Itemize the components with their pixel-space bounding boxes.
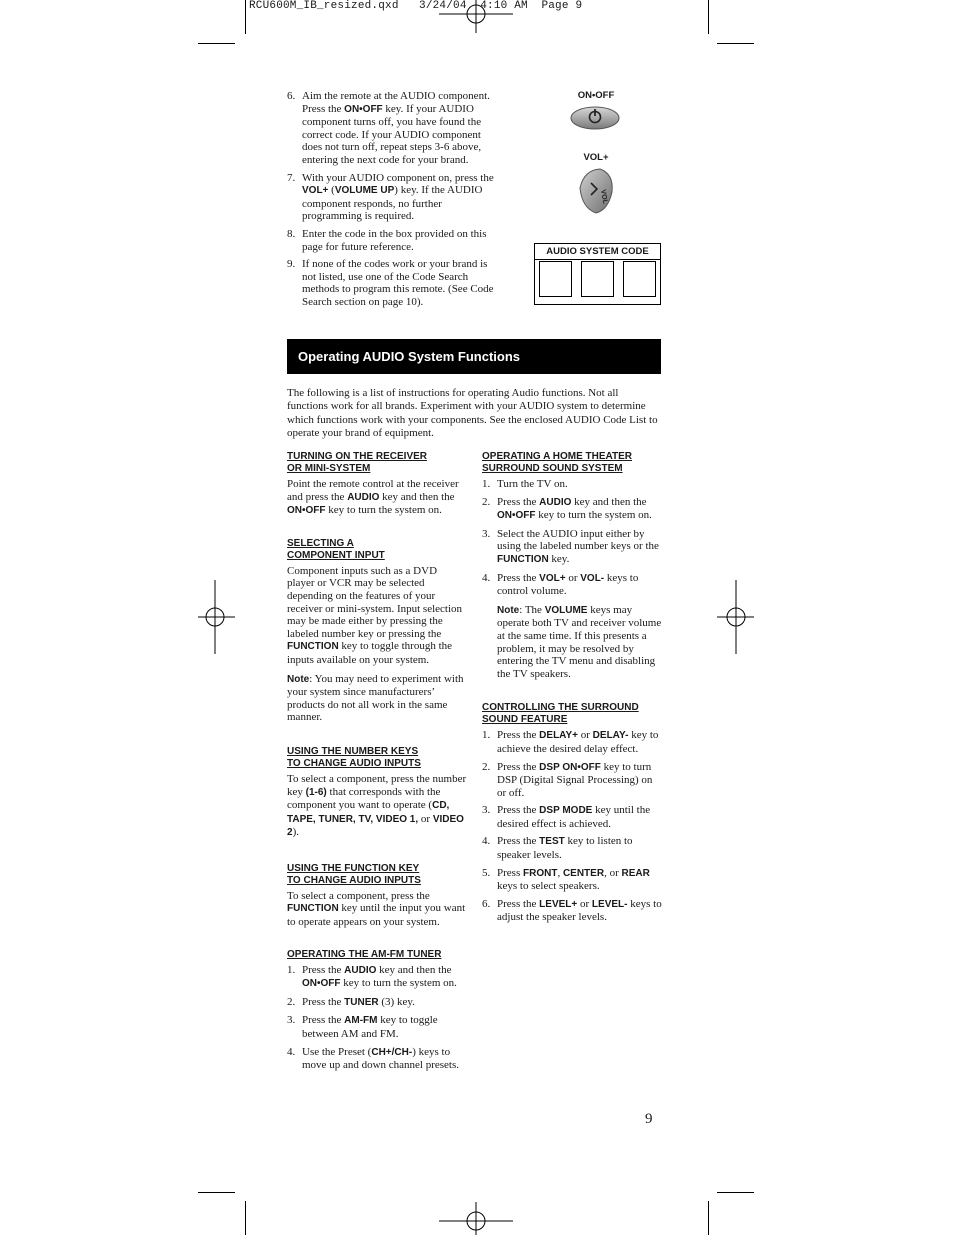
step-number: 2.	[482, 495, 491, 508]
heading-line: COMPONENT INPUT	[287, 549, 385, 561]
step-item	[482, 835, 662, 861]
steps-list	[482, 729, 662, 924]
key-name: Note	[497, 604, 520, 616]
section-heading	[482, 451, 662, 475]
text-run: Aim the remote at the AUDIO component. Press the	[302, 90, 490, 115]
text-run: If none of the codes work or your brand is not listed, use one of the Code Search methods to program this remote. (See Code Search section on page 10).	[302, 258, 494, 308]
key-name: TEST	[539, 836, 565, 848]
text-run: Press the	[302, 995, 345, 1008]
steps-list	[482, 478, 662, 680]
text-run: Press the	[497, 495, 540, 508]
text-run: ) keys to move up and down channel presets.	[302, 1045, 460, 1072]
right-column	[482, 451, 662, 929]
step-item	[482, 572, 662, 681]
section-heading	[287, 863, 467, 887]
instruction-section	[287, 949, 467, 1072]
instruction-section	[287, 863, 467, 929]
code-digit-box-3[interactable]	[623, 261, 656, 297]
key-name: CH+/CH-	[371, 1046, 413, 1058]
key-name: CENTER	[562, 867, 605, 879]
key-name: DELAY+	[539, 730, 578, 742]
text-run: key to turn DSP (Digital Signal Processing) on or off.	[497, 760, 653, 799]
key-name: DELAY-	[592, 730, 629, 742]
audio-system-code-box	[534, 243, 661, 305]
printer-slug: RCU600M_IB_resized.qxd 3/24/04 4:10 AM Page 9	[249, 0, 583, 12]
text-run: To select a component, press the number key	[287, 772, 467, 798]
key-name: LEVEL+	[539, 898, 578, 910]
heading-line: TO CHANGE AUDIO INPUTS	[287, 874, 421, 886]
text-run: key. If your AUDIO component turns off, you have found the correct code. If your AUDIO component does not turn off, repeat steps 3-6 above, entering the next code for your brand.	[302, 102, 482, 166]
key-name: (1-6)	[305, 786, 327, 798]
heading-line: USING THE NUMBER KEYS	[287, 745, 419, 757]
text-run: , or	[604, 866, 622, 879]
text-run: To select a component, press the	[287, 889, 430, 902]
text-run: Press the	[497, 571, 540, 584]
step-number: 1.	[482, 729, 491, 742]
section-heading	[287, 949, 467, 961]
key-name: AM-FM	[344, 1015, 378, 1027]
steps-list	[287, 964, 467, 1072]
text-run: Press the	[497, 897, 540, 910]
left-column	[287, 451, 467, 1077]
step-item	[287, 90, 499, 167]
step-item	[287, 1014, 467, 1040]
text-run: (3) key.	[378, 995, 415, 1008]
power-key-icon	[569, 104, 625, 132]
text-run: key to achieve the desired delay effect.	[497, 729, 659, 755]
step-number: 1.	[287, 963, 296, 976]
text-run: key to turn the system on.	[340, 977, 457, 990]
intro-paragraph: The following is a list of instructions for operating Audio functions. Not all functions work for all brands. Experiment with your AUDIO system to determine which functions work with your components. See the enclosed AUDIO Code List to operate your brand of equipment.	[287, 387, 658, 439]
step-item	[482, 761, 662, 800]
step-number: 4.	[482, 835, 491, 848]
programming-steps	[287, 90, 499, 314]
step-item	[287, 228, 499, 253]
step-number: 3.	[287, 1014, 296, 1027]
step-number: 2.	[482, 760, 491, 773]
text-run: Press the	[302, 963, 345, 976]
key-name: ON•OFF	[287, 505, 326, 517]
step-number: 1.	[482, 478, 491, 490]
text-run: key and then the	[571, 495, 647, 508]
code-box-title: AUDIO SYSTEM CODE	[535, 244, 660, 260]
text-run: : The	[519, 603, 545, 616]
heading-line: SURROUND SOUND SYSTEM	[482, 463, 623, 474]
text-run: key to turn the system on.	[535, 509, 652, 522]
key-name: FRONT	[522, 867, 558, 879]
section-heading	[287, 538, 467, 562]
step-item	[482, 496, 662, 523]
heading-line: SOUND FEATURE	[482, 714, 568, 726]
key-name: AUDIO	[539, 496, 572, 508]
code-digit-box-1[interactable]	[539, 261, 572, 297]
key-name: DSP ON•OFF	[539, 761, 601, 773]
section-banner: Operating AUDIO System Functions	[287, 339, 661, 374]
key-name: REAR	[621, 867, 650, 879]
text-run: Press the	[302, 1014, 345, 1027]
vol-key-face-text: VOL	[599, 189, 609, 205]
section-paragraph	[287, 565, 467, 667]
step-item	[287, 1046, 467, 1072]
section-heading	[482, 702, 662, 726]
text-run: ,	[557, 866, 563, 879]
heading-line: OR MINI-SYSTEM	[287, 463, 371, 474]
heading-line: USING THE FUNCTION KEY	[287, 862, 420, 874]
text-run: Component inputs such as a DVD player or VCR may be selected depending on the features of your receiver or mini-system. Input selection may be made either by pressing the labeled number key or pressing the	[287, 564, 463, 640]
heading-line: OPERATING A HOME THEATER	[482, 451, 632, 462]
section-paragraph	[287, 478, 467, 518]
text-run: Use the Preset (	[302, 1045, 372, 1058]
text-run: Press	[497, 866, 523, 879]
text-run: key and then the	[376, 963, 452, 976]
text-run: or	[578, 729, 593, 742]
step-item	[287, 964, 467, 991]
text-run: keys may operate both TV and receiver volume at the same time. If this presents a problem, it may be resolved by entering the TV menu and disabling the TV speakers.	[497, 603, 662, 680]
text-run: key to toggle through the inputs available on your system.	[287, 640, 453, 666]
step-item	[482, 528, 662, 567]
text-run: (	[328, 184, 335, 197]
section-heading	[287, 746, 467, 770]
section-paragraph	[287, 673, 467, 724]
instruction-section	[287, 538, 467, 724]
onoff-key-label: ON•OFF	[577, 90, 615, 101]
key-name: ON•OFF	[497, 510, 536, 522]
step-number: 3.	[482, 527, 491, 540]
text-run: Press the	[497, 835, 540, 848]
instruction-section	[482, 451, 662, 680]
text-run: key until the input you want to operate appears on your system.	[287, 902, 466, 929]
key-name: Note	[287, 673, 310, 685]
text-run: Press the	[497, 729, 540, 742]
key-name: AUDIO	[344, 964, 377, 976]
text-run: or	[418, 812, 433, 825]
key-name: VIDEO 2	[287, 813, 464, 839]
text-run: key.	[548, 552, 570, 565]
key-name: DSP MODE	[539, 805, 593, 817]
instruction-section	[287, 451, 467, 518]
step-number: 6.	[287, 90, 296, 102]
code-digit-box-2[interactable]	[581, 261, 614, 297]
text-run: Select the AUDIO input either by using the labeled number keys or the	[497, 527, 659, 553]
key-name: VOL+	[302, 185, 329, 197]
text-run: or	[577, 897, 592, 910]
heading-line: SELECTING A	[287, 537, 354, 549]
text-run: ).	[292, 826, 299, 839]
key-name: LEVEL-	[591, 898, 628, 910]
key-name: ON•OFF	[344, 103, 383, 115]
key-name: ON•OFF	[302, 978, 341, 990]
step-number: 3.	[482, 804, 491, 817]
instruction-section	[482, 702, 662, 924]
vol-key-label: VOL+	[583, 152, 609, 163]
text-run: key and then the	[379, 490, 455, 503]
step-number: 7.	[287, 171, 296, 184]
step-item	[482, 804, 662, 830]
key-name: VOL+	[539, 572, 566, 584]
text-run: that corresponds with the component you want to operate (	[287, 785, 441, 812]
instruction-section	[287, 746, 467, 840]
step-number: 8.	[287, 227, 296, 240]
text-run: keys to control volume.	[497, 571, 639, 598]
text-run: : You may need to experiment with your system since manufacturers’ products do not all work in the same manner.	[287, 672, 464, 724]
text-run: keys to select speakers.	[497, 880, 600, 893]
key-name: TUNER	[344, 996, 379, 1008]
text-run: Enter the code in the box provided on this page for future reference.	[302, 227, 487, 253]
key-name: CD, TAPE, TUNER, TV, VIDEO 1,	[287, 800, 450, 825]
text-run: Turn the TV on.	[497, 478, 568, 490]
step-number: 2.	[287, 995, 296, 1008]
heading-line: CONTROLLING THE SURROUND	[482, 702, 639, 714]
vol-up-key-icon	[574, 166, 618, 216]
text-run: With your AUDIO component on, press the	[302, 171, 494, 184]
text-run: key to listen to speaker levels.	[497, 835, 633, 862]
text-run: or	[565, 571, 581, 584]
heading-line: OPERATING THE AM-FM TUNER	[287, 948, 442, 960]
steps-list	[287, 90, 499, 309]
text-run: Press the	[497, 804, 540, 817]
text-run: keys to adjust the speaker levels.	[497, 897, 662, 924]
step-number: 6.	[482, 897, 491, 910]
step-item	[287, 258, 499, 308]
step-item	[287, 996, 467, 1010]
step-item	[482, 898, 662, 924]
key-name: FUNCTION	[287, 641, 339, 653]
text-run: key to toggle between AM and FM.	[302, 1014, 438, 1041]
key-name: VOL-	[580, 572, 605, 584]
text-run: ) key. If the AUDIO component responds, no further programming is required.	[302, 184, 483, 223]
step-item	[482, 478, 662, 491]
text-run: Press the	[497, 760, 540, 773]
step-number: 9.	[287, 258, 296, 271]
page-number: 9	[645, 1111, 653, 1127]
key-name: VOLUME UP	[334, 185, 395, 197]
key-name: FUNCTION	[287, 903, 339, 915]
heading-line: TURNING ON THE RECEIVER	[287, 451, 428, 462]
text-run: Point the remote control at the receiver and press the	[287, 478, 459, 503]
step-item	[287, 172, 499, 223]
step-note	[497, 604, 662, 681]
step-item	[482, 867, 662, 893]
section-heading	[287, 451, 467, 475]
section-paragraph	[287, 890, 467, 929]
step-number: 4.	[482, 571, 491, 584]
step-number: 5.	[482, 866, 491, 879]
key-name: AUDIO	[347, 491, 380, 503]
step-number: 4.	[287, 1045, 296, 1058]
step-item	[482, 729, 662, 755]
section-paragraph	[287, 773, 467, 840]
text-run: key to turn the system on.	[325, 504, 442, 517]
key-name: VOLUME	[544, 604, 588, 616]
key-name: FUNCTION	[497, 553, 549, 565]
heading-line: TO CHANGE AUDIO INPUTS	[287, 757, 421, 769]
text-run: key until the desired effect is achieved.	[497, 804, 651, 830]
